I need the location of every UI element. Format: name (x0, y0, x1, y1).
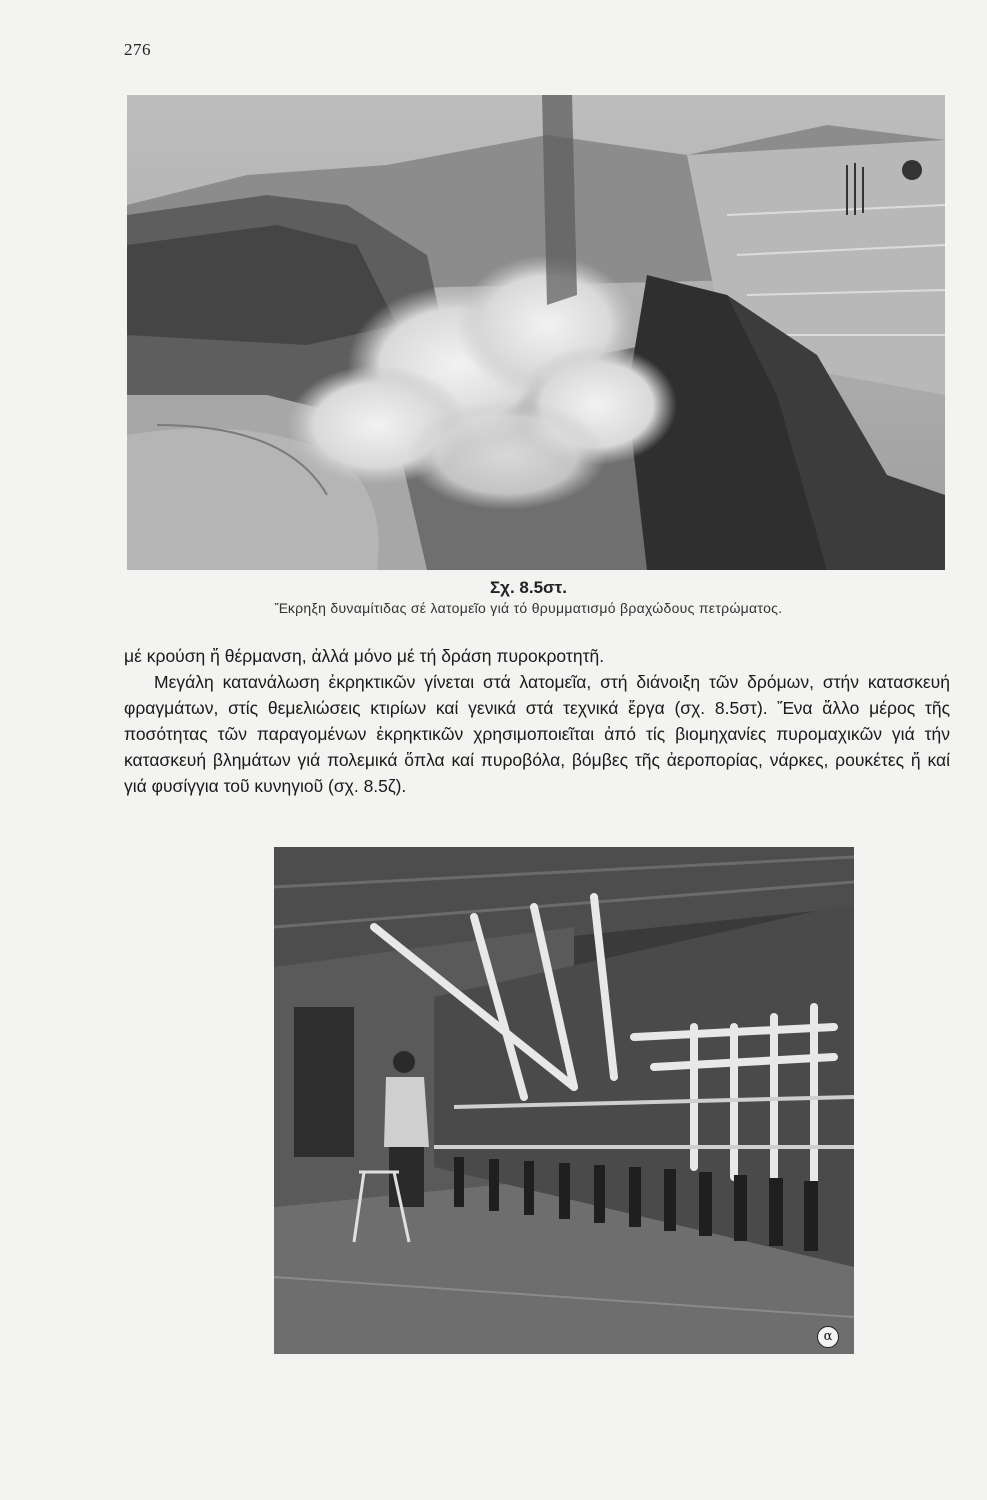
page-number: 276 (124, 40, 151, 59)
quarry-explosion-photo (127, 95, 945, 570)
figure-marker: α (817, 1326, 839, 1348)
munitions-factory-photo (274, 847, 854, 1354)
quarry-photo-illustration (127, 95, 945, 570)
paragraph: μέ κρούση ἤ θέρμανση, ἀλλά μόνο μέ τή δράση πυροκροτητῆ. (124, 646, 605, 666)
paragraph: Μεγάλη κατανάλωση ἐκρηκτικῶν γίνεται στά λατομεῖα, στή διάνοιξη τῶν δρόμων, στήν κατασκευή φραγμάτων, στίς θεμελιώσεις κτιρίων καί γενικά στά τεχνικά ἔργα (σχ. 8.5στ). Ἕνα ἄλλο μέρος τῆς ποσότητας τῶν παραγομένων ἐκρηκτικῶν χρησιμοποιεῖται ἀπό τίς βιομηχανίες πυρομαχικῶν γιά τήν κατασκευή βλημάτων γιά πολεμικά ὅπλα καί πυροβόλα, βόμβες τῆς ἀεροπορίας, νάρκες, ρουκέτες ἤ καί γιά φυσίγγια τοῦ κυνηγιοῦ (σχ. 8.5ζ). (124, 672, 950, 796)
body-text (124, 643, 950, 799)
figure-label: Σχ. 8.5στ. (489, 578, 567, 597)
factory-photo-illustration (274, 847, 854, 1354)
figure-caption: Ἔκρηξη δυναμίτιδας σέ λατομεῖο γιά τό θρυμματισμό βραχώδους πετρώματος. (274, 600, 783, 616)
